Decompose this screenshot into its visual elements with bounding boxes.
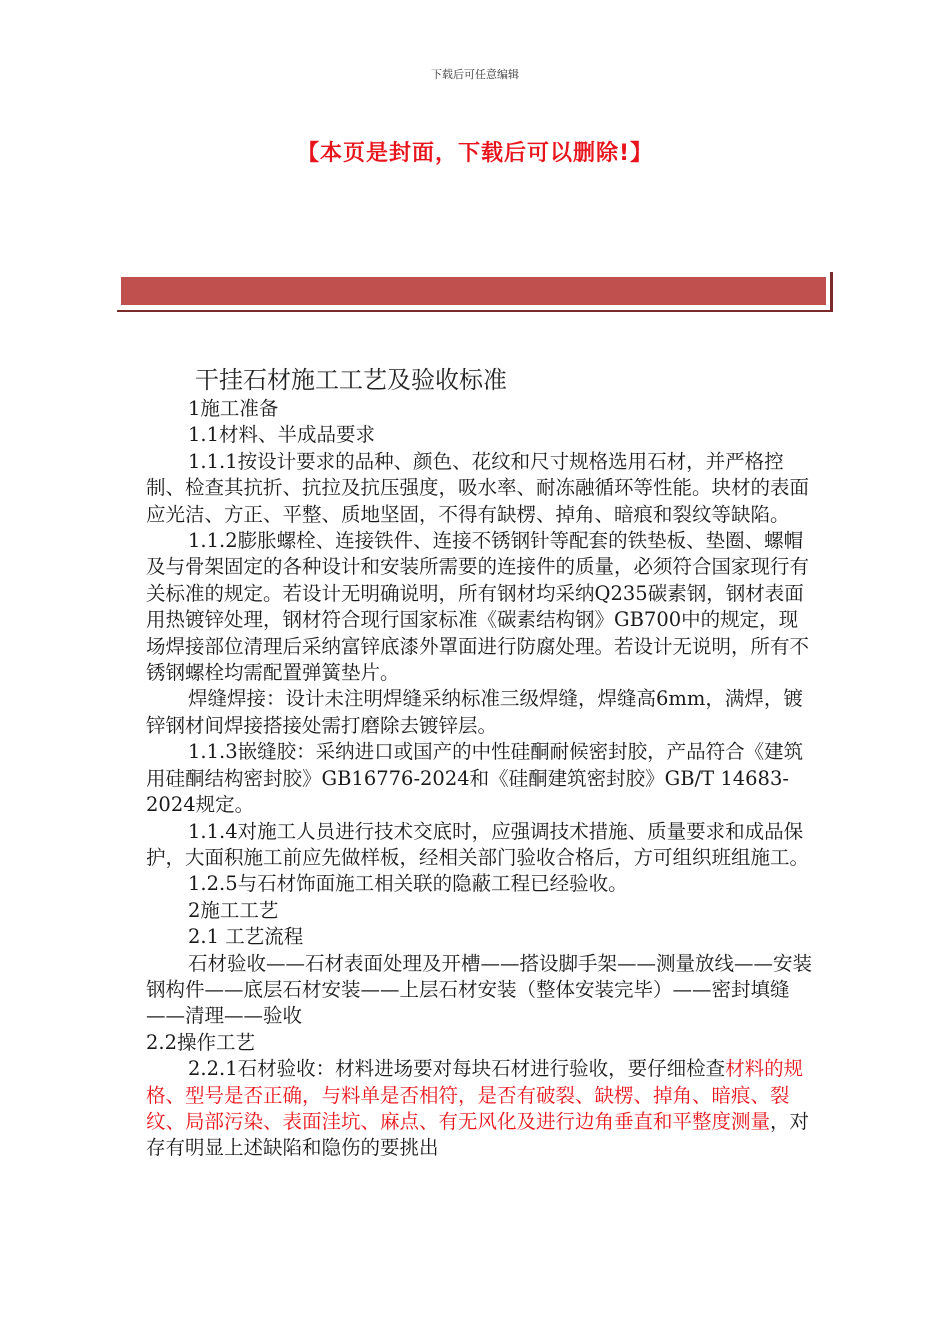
paragraph: 石材验收——石材表面处理及开槽——搭设脚手架——测量放线——安装钢构件——底层石材安装——上层石材安装（整体安装完毕）——密封填缝——清理——验收 [146, 951, 813, 1028]
document-title: 干挂石材施工工艺及验收标准 [195, 366, 507, 394]
section-heading: 2施工工艺 [188, 898, 279, 922]
subsection-heading: 2.1 工艺流程 [188, 925, 304, 949]
decorative-banner [117, 272, 833, 312]
paragraph: 1.1.2膨胀螺栓、连接铁件、连接不锈钢针等配套的铁垫板、垫圈、螺帽及与骨架固定的各种设计和安装所需要的连接件的质量，必须符合国家现行有关标准的规定。若设计无明确说明，所有钢材均采纳Q235碳素钢，钢材表面用热镀锌处理，钢材符合现行国家标准《碳素结构钢》GB700中的规定，现场焊接部位清理后采纳富锌底漆外罩面进行防腐处理。若设计无说明，所有不锈钢螺栓均需配置弹簧垫片。 [146, 529, 810, 685]
paragraph-lead: 2.2.1石材验收：材料进场要对每块石材进行验收，要仔细检查 [188, 1057, 726, 1081]
paragraph: 焊缝焊接：设计未注明焊缝采纳标准三级焊缝，焊缝高6mm，满焊，镀锌钢材间焊接搭接处需打磨除去镀锌层。 [146, 687, 803, 737]
banner-fill [121, 277, 826, 305]
subsection-heading: 2.2操作工艺 [146, 1030, 256, 1054]
section-heading: 1施工准备 [188, 397, 279, 420]
cover-notice: 【本页是封面，下载后可以删除!】 [296, 141, 654, 166]
highlighted-text: 材料的规格、型号是否正确，与料单是否相符，是否有破裂、缺楞、掉角、暗痕、裂纹、局部污染、表面洼坑、麻点、有无风化及进行边角垂直和平整度测量 [146, 1057, 804, 1133]
paragraph: 1.2.5与石材饰面施工相关联的隐蔽工程已经验收。 [188, 872, 628, 896]
paragraph: 1.1.4对施工人员进行技术交底时，应强调技术措施、质量要求和成品保护，大面积施工前应先做样板，经相关部门验收合格后，方可组织班组施工。 [146, 819, 810, 869]
paragraph: 1.1.1按设计要求的品种、颜色、花纹和尺寸规格选用石材，并严格控制、检查其抗折、抗拉及抗压强度，吸水率、耐冻融循环等性能。块材的表面应光洁、方正、平整、质地坚固，不得有缺楞、掉角、暗痕和裂纹等缺陷。 [146, 449, 810, 526]
subsection-heading: 1.1材料、半成品要求 [188, 423, 376, 447]
document-body [146, 396, 812, 1162]
paragraph-tail: ，对存有明显上述缺陷和隐伤的要挑出 [146, 1109, 810, 1160]
paragraph: 1.1.3嵌缝胶：采纳进口或国产的中性硅酮耐候密封胶，产品符合《建筑用硅酮结构密封胶》GB16776-2024和《硅酮建筑密封胶》GB/T 14683-2024规定。 [146, 740, 804, 817]
page-header-note: 下载后可任意编辑 [431, 68, 519, 81]
paragraph-with-highlight [146, 1056, 812, 1162]
